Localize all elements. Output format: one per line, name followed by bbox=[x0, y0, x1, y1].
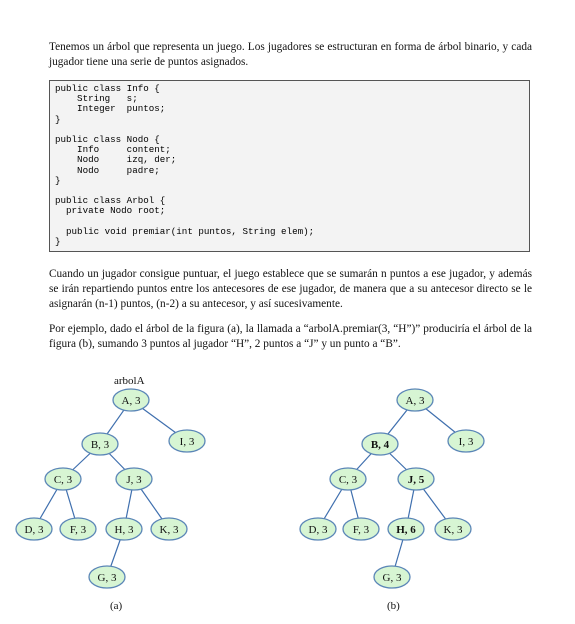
tree-a-node-label-D: D, 3 bbox=[24, 524, 44, 536]
rule-paragraph: Cuando un jugador consigue puntuar, el juego establece que se sumarán n puntos a ese jugador, y además se irán repartiendo puntos entre los antecesores de ese jugador, de manera que a su antecesor directo se le asignarán (n-1) puntos, (n-2) a su antecesor, y así sucesivamente. bbox=[49, 268, 532, 310]
tree-a-node-label-I: I, 3 bbox=[179, 436, 195, 448]
tree-b-node-label-C: C, 3 bbox=[338, 474, 358, 486]
tree-a-node-label-K: K, 3 bbox=[159, 524, 179, 536]
tree-a-node-label-F: F, 3 bbox=[69, 524, 87, 536]
tree-b-node-label-G: G, 3 bbox=[382, 572, 402, 584]
tree-a-node-label-C: C, 3 bbox=[53, 474, 73, 486]
tree-b bbox=[300, 389, 484, 588]
example-paragraph: Por ejemplo, dado el árbol de la figura (a), la llamada a “arbolA.premiar(3, “H”)” produciría el árbol de la figura (b), sumando 3 puntos al jugador “H”, 2 puntos a “J” y un punto a “B”. bbox=[49, 323, 532, 350]
tree-a-node-label-J: J, 3 bbox=[126, 474, 142, 486]
tree-b-node-label-H: H, 6 bbox=[396, 524, 416, 536]
code-text: public class Info { String s; Integer puntos; } public class Nodo { Info content; Nodo izq, der; Nodo padre; } public class Arbol { private Nodo root; public void premiar(int puntos, String elem); } bbox=[55, 83, 315, 248]
tree-b-node-label-I: I, 3 bbox=[458, 436, 474, 448]
tree-a-node-label-H: H, 3 bbox=[114, 524, 134, 536]
tree-b-node-label-K: K, 3 bbox=[443, 524, 463, 536]
intro-paragraph: Tenemos un árbol que representa un juego. Los jugadores se estructuran en forma de árbol binario, y cada jugador tiene una serie de puntos asignados. bbox=[49, 41, 532, 68]
tree-a-node-label-A: A, 3 bbox=[121, 395, 141, 407]
tree-a-node-label-G: G, 3 bbox=[97, 572, 117, 584]
tree-b-node-label-B: B, 4 bbox=[370, 439, 390, 451]
tree-b-node-label-F: F, 3 bbox=[352, 524, 370, 536]
caption-b: (b) bbox=[387, 600, 400, 612]
tree-a bbox=[16, 389, 205, 588]
caption-a: (a) bbox=[110, 600, 123, 612]
tree-b-node-label-J: J, 5 bbox=[407, 474, 425, 486]
tree-a-node-label-B: B, 3 bbox=[90, 439, 110, 451]
tree-b-node-label-D: D, 3 bbox=[308, 524, 328, 536]
tree-b-node-label-A: A, 3 bbox=[405, 395, 425, 407]
tree-label: arbolA bbox=[114, 375, 145, 387]
